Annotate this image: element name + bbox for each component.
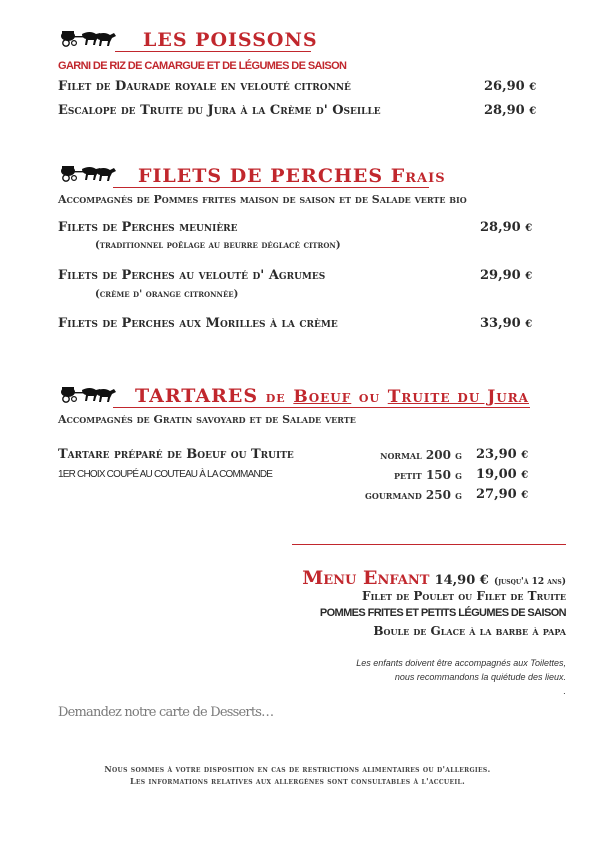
menu-item-daurade: Filet de Daurade royale en velouté citronné [58, 79, 351, 94]
note-perches-meuniere: (traditionnel poêlage au beurre déglacé citron) [95, 240, 341, 251]
footer-line-1: Nous sommes à votre disposition en cas de restrictions alimentaires ou d'allergies. [104, 764, 491, 774]
menu-item-perches-agrumes: Filets de Perches au velouté d' Agrumes [58, 268, 326, 283]
horse-carriage-icon [60, 162, 118, 182]
desserts-note: Demandez notre carte de Desserts… [58, 705, 274, 720]
menu-item-perches-meuniere: Filets de Perches meunière [58, 220, 238, 235]
section-title-tartares: TARTARES de Boeuf ou Truite du Jura [135, 385, 529, 407]
menu-enfant-line-1: Filet de Poulet ou Filet de Truite [362, 589, 566, 603]
note-perches-agrumes: (crème d' orange citronnée) [95, 289, 239, 300]
menu-enfant-note-1: Les enfants doivent être accompagnés aux Toilettes, [356, 658, 566, 668]
section-title-perches: FILETS DE PERCHES Frais [138, 165, 446, 187]
price-perches-agrumes: 29,90 € [480, 268, 533, 283]
menu-enfant-heading: Menu Enfant 14,90 € (jusqu'à 12 ans) [302, 567, 566, 589]
menu-enfant-rule [292, 544, 566, 545]
price-tartare-gourmand: 27,90 € [476, 487, 529, 502]
menu-enfant-note-2: nous recommandons la quiétude des lieux. [394, 672, 566, 682]
tartare-size-normal: normal 200 g [380, 448, 462, 462]
tartare-note: 1ER CHOIX COUPÉ AU COUTEAU À LA COMMANDE [58, 469, 273, 480]
horse-carriage-icon [60, 27, 118, 47]
price-truite-oseille: 28,90 € [484, 103, 537, 118]
menu-enfant-line-3: Boule de Glace à la barbe à papa [373, 624, 566, 638]
section-title-poissons: LES POISSONS [143, 29, 318, 51]
section-underline [115, 51, 311, 52]
menu-item-perches-morilles: Filets de Perches aux Morilles à la crème [58, 316, 338, 331]
price-daurade: 26,90 € [484, 79, 537, 94]
footer-line-2: Les informations relatives aux allergènes sont consultables à l'accueil. [129, 776, 466, 786]
price-tartare-normal: 23,90 € [476, 447, 529, 462]
section-underline [113, 407, 530, 408]
horse-carriage-icon [60, 383, 118, 403]
poissons-garni: GARNI DE RIZ DE CAMARGUE ET DE LÉGUMES DE SAISON [58, 60, 347, 72]
price-tartare-petit: 19,00 € [476, 467, 529, 482]
menu-enfant-note-dot: . [563, 686, 566, 696]
menu-item-truite-oseille: Escalope de Truite du Jura à la Crème d' Oseille [58, 103, 381, 118]
price-perches-meuniere: 28,90 € [480, 220, 533, 235]
tartare-size-gourmand: gourmand 250 g [365, 488, 462, 502]
tartares-subtitle: Accompagnés de Gratin savoyard et de Salade verte [58, 413, 356, 426]
section-underline [113, 187, 429, 188]
tartare-size-petit: petit 150 g [394, 468, 462, 482]
menu-item-tartare: Tartare préparé de Boeuf ou Truite [58, 447, 294, 462]
price-perches-morilles: 33,90 € [480, 316, 533, 331]
menu-enfant-line-2: POMMES FRITES ET PETITS LÉGUMES DE SAISON [319, 607, 566, 619]
perches-subtitle: Accompagnés de Pommes frites maison de saison et de Salade verte bio [58, 193, 467, 206]
